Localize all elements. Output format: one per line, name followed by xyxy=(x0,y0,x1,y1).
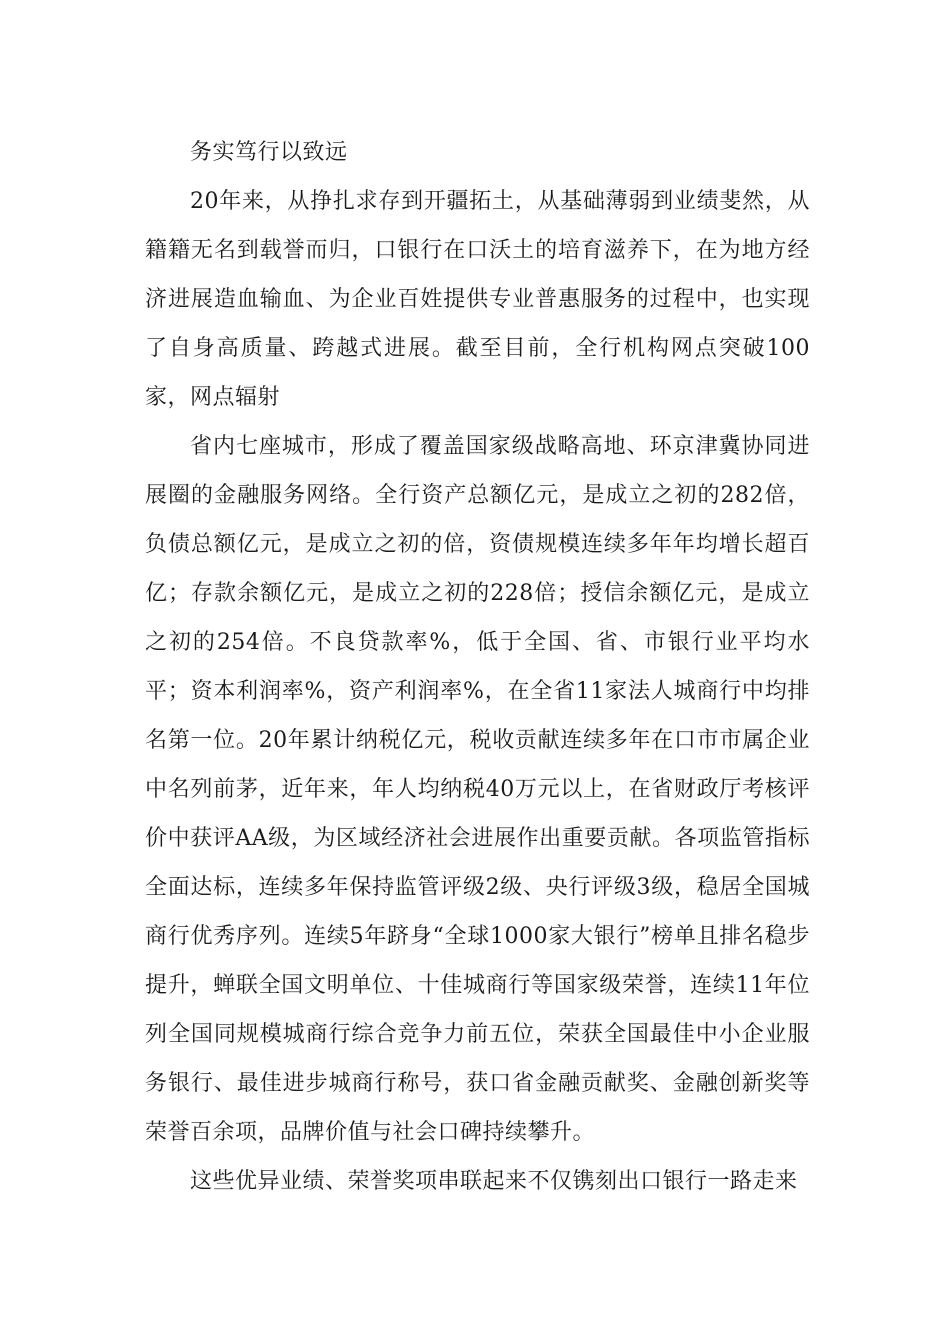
paragraph-3: 这些优异业绩、荣誉奖项串联起来不仅镌刻出口银行一路走来 xyxy=(190,1169,798,1194)
document-title: 务实笃行以致远 xyxy=(190,140,348,165)
paragraph-1: 20年来，从挣扎求存到开疆拓土，从基础薄弱到业绩斐然，从籍籍无名到载誉而归，口银行在口沃土的培育滋养下，在为地方经济进展造血输血、为企业百姓提供专业普惠服务的过程中，也实现了自身高质量、跨越式进展。截至目前，全行机构网点突破100家，网点辐射 xyxy=(145,189,810,410)
paragraph-2: 省内七座城市，形成了覆盖国家级战略高地、环京津冀协同进展圈的金融服务网络。全行资产总额亿元，是成立之初的282倍，负债总额亿元，是成立之初的倍，资债规模连续多年年均增长超百亿；存款余额亿元，是成立之初的228倍；授信余额亿元，是成立之初的254倍。不良贷款率%，低于全国、省、市银行业平均水平；资本利润率%，资产利润率%，在全省11家法人城商行中均排名第一位。20年累计纳税亿元，税收贡献连续多年在口市市属企业中名列前茅，近年来，年人均纳税40万元以上，在省财政厅考核评价中获评AA级，为区域经济社会进展作出重要贡献。各项监管指标全面达标，连续多年保持监管评级2级、央行评级3级，稳居全国城商行优秀序列。连续5年跻身“全球1000家大银行”榜单且排名稳步提升，蝉联全国文明单位、十佳城商行等国家级荣誉，连续11年位列全国同规模城商行综合竞争力前五位，荣获全国最佳中小企业服务银行、最佳进步城商行称号，获口省金融贡献奖、金融创新奖等荣誉百余项，品牌价值与社会口碑持续攀升。 xyxy=(145,434,810,1145)
document-body xyxy=(145,128,810,1206)
